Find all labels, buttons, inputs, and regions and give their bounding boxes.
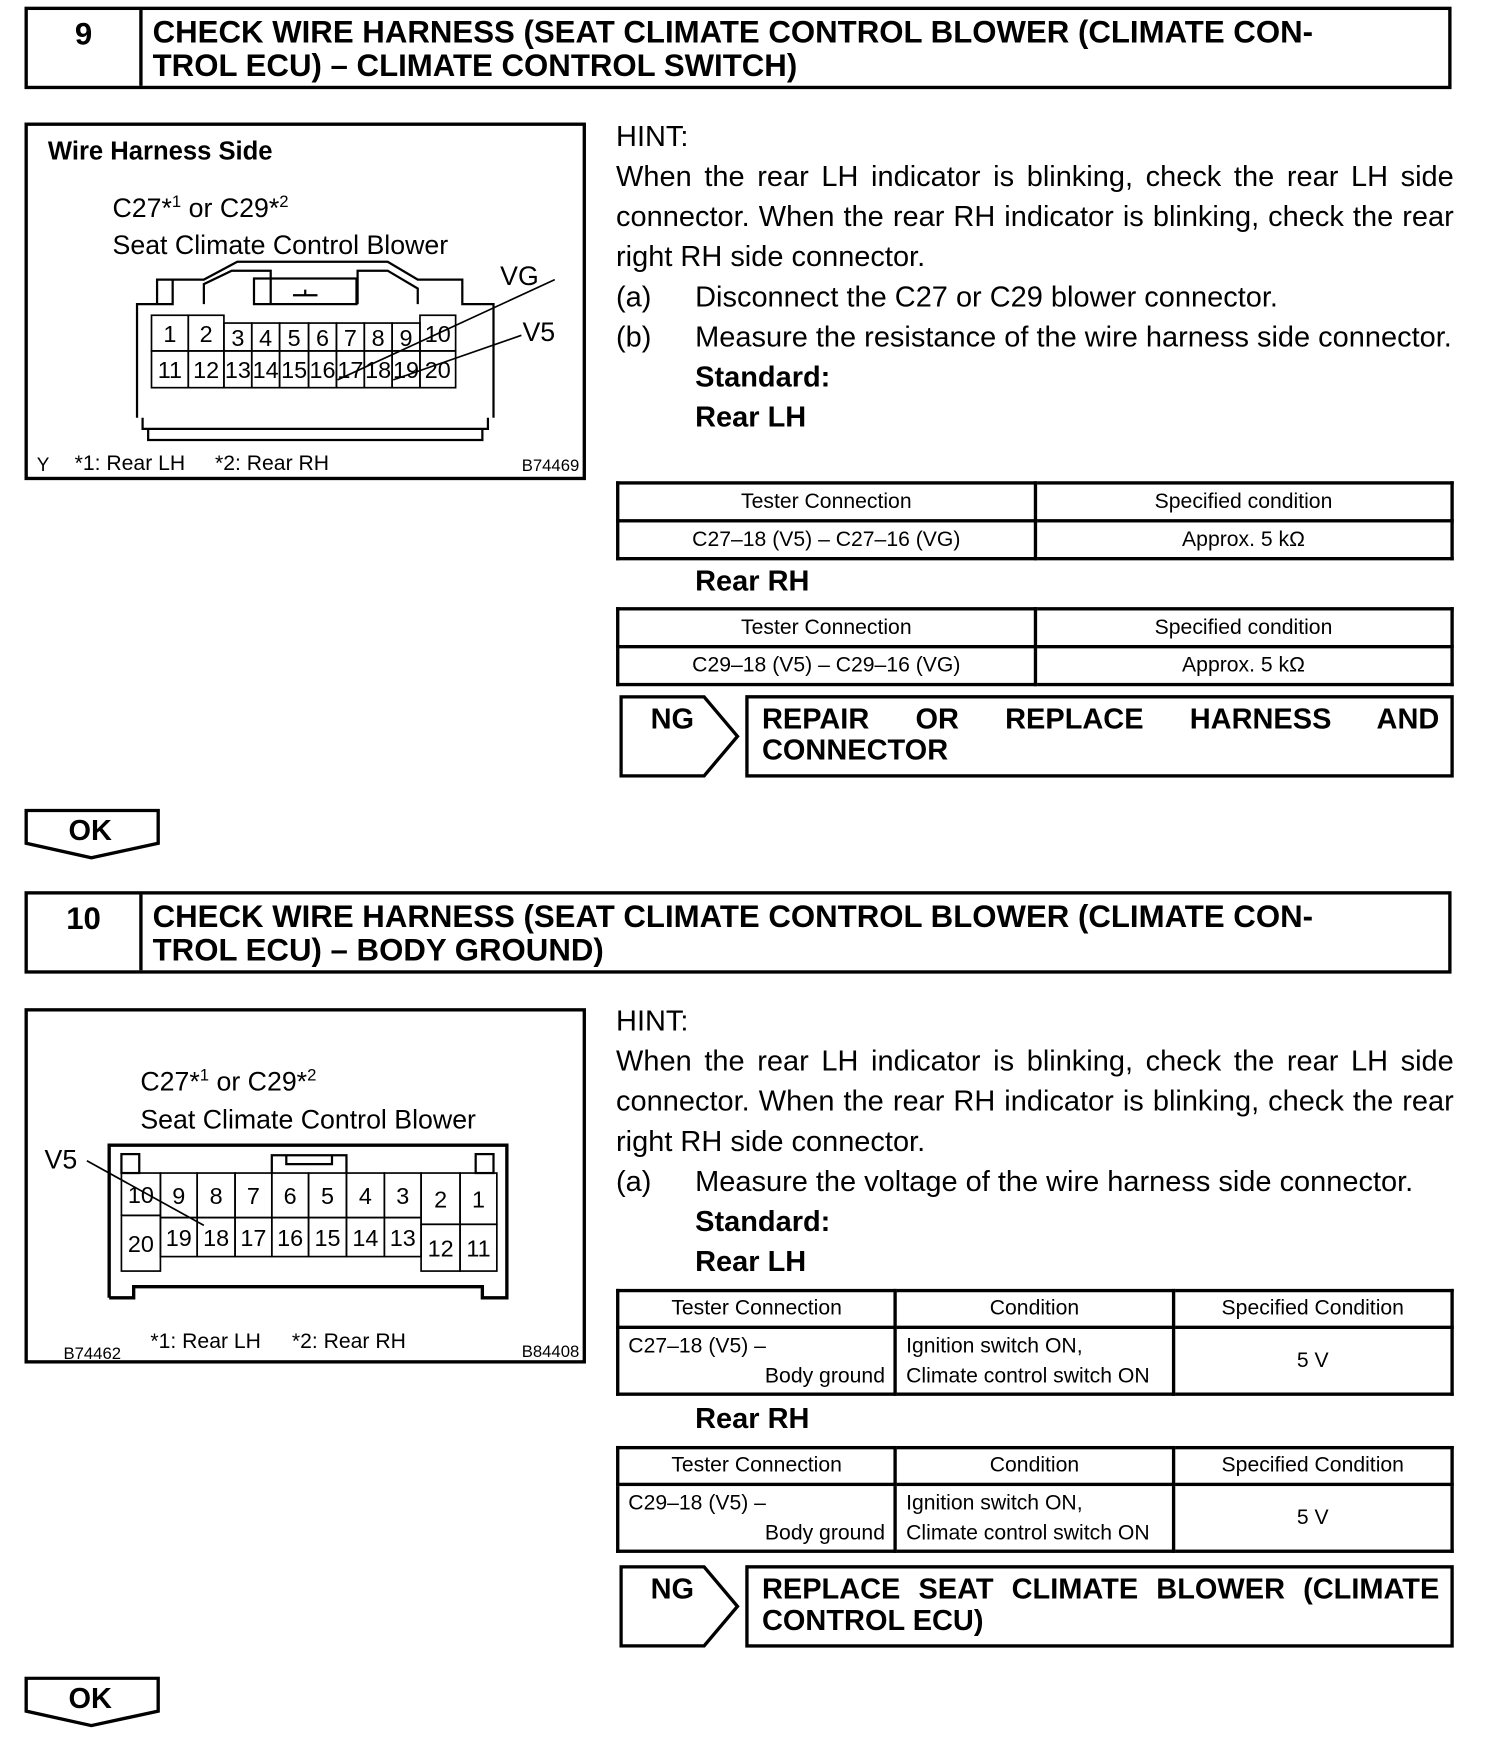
pin-number: 19 — [165, 1225, 192, 1252]
spec-table-rear-rh — [616, 607, 1454, 686]
pin-number: 2 — [434, 1186, 448, 1213]
pin-number: 15 — [281, 357, 308, 384]
table-title-rear-rh: Rear RH — [695, 1401, 810, 1435]
cond-line: Climate control switch ON — [906, 1364, 1150, 1388]
pin-number: 4 — [259, 324, 273, 351]
pin-number: 5 — [321, 1183, 335, 1210]
specified-condition: 5 V — [1173, 1327, 1452, 1394]
ok-label: OK — [68, 1681, 112, 1715]
pin-number: 20 — [424, 357, 451, 384]
step-10-instructions — [616, 1000, 1454, 1281]
connector-diagram-9 — [25, 123, 586, 481]
header-cell: Specified Condition — [1173, 1448, 1452, 1485]
title-line: TROL ECU) – CLIMATE CONTROL SWITCH) — [152, 47, 798, 83]
ng-label: NG — [650, 701, 695, 736]
pin-number: 17 — [337, 357, 364, 384]
step-9-header — [25, 7, 1452, 89]
step-a — [616, 276, 1454, 316]
pin-number: 12 — [193, 357, 220, 384]
terminal-label-vg: VG — [500, 261, 539, 292]
pin-number: 12 — [427, 1235, 454, 1262]
hint-text: When the rear LH indicator is blinking, check the rear LH side connector. When the rear RH indicator is blinking, check the rear right RH side connector. — [616, 1043, 1454, 1158]
step-a — [616, 1161, 1454, 1201]
pin-number: 11 — [157, 357, 183, 384]
component-name: Seat Climate Control Blower — [140, 1104, 476, 1135]
pin-number: 18 — [203, 1225, 230, 1252]
step-title — [153, 900, 1404, 967]
title-line: CHECK WIRE HARNESS (SEAT CLIMATE CONTROL BLOWER (CLIMATE CON- — [152, 14, 1314, 50]
condition — [896, 1484, 1174, 1551]
step-label: (a) — [616, 1164, 652, 1198]
connector-name: C27*$^1$ or C29*$^2$ — [140, 1065, 317, 1097]
tester-connection — [618, 1327, 896, 1394]
pin-number: 6 — [315, 324, 330, 351]
pin-number: 9 — [399, 324, 413, 351]
cond-line: Climate control switch ON — [906, 1521, 1150, 1545]
pin-number: 1 — [471, 1186, 485, 1213]
header-cell: Specified Condition — [1173, 1291, 1452, 1328]
specified-condition: Approx. 5 kΩ — [1035, 647, 1452, 685]
ng-result-10[interactable] — [619, 1565, 1453, 1647]
pin-number: 2 — [199, 320, 213, 347]
pin-number: 8 — [209, 1183, 223, 1210]
hint-label: HINT: — [616, 1003, 689, 1038]
pin-number: 5 — [287, 324, 301, 351]
step-label: (a) — [616, 279, 652, 314]
spec-table-rear-rh — [616, 1446, 1454, 1553]
figure-id: B84408 — [521, 1341, 580, 1361]
header-cell: Condition — [896, 1291, 1174, 1328]
step-text: Measure the voltage of the wire harness side connector. — [695, 1164, 1414, 1198]
header-cell: Tester Connection — [618, 609, 1035, 647]
pin-number: 10 — [127, 1182, 154, 1209]
pin-number: 7 — [246, 1183, 260, 1210]
terminal-label-v5: V5 — [522, 316, 556, 347]
header-cell: Tester Connection — [618, 483, 1035, 521]
pin-number: 18 — [365, 357, 392, 384]
pin-number: 14 — [252, 357, 279, 384]
pin-number: 3 — [396, 1183, 410, 1210]
ng-action: REPLACE SEAT CLIMATE BLOWER (CLIMATE CONTROL ECU) — [745, 1565, 1454, 1647]
note-rear-rh: *2: Rear RH — [291, 1329, 406, 1353]
pin-number: 3 — [231, 324, 245, 351]
step-label: (b) — [616, 319, 652, 354]
pin-number: 13 — [389, 1225, 416, 1252]
step-b — [616, 316, 1454, 356]
connector-drawing — [28, 126, 589, 484]
header-cell: Specified condition — [1035, 483, 1452, 521]
pin-number: 17 — [240, 1225, 267, 1252]
table-title-rear-lh: Rear LH — [695, 399, 807, 434]
hint-label: HINT: — [616, 119, 689, 153]
conn-line: Body ground — [764, 1364, 885, 1388]
pin-number: 8 — [371, 324, 385, 351]
cond-line: Ignition switch ON, — [906, 1491, 1083, 1515]
specified-condition: Approx. 5 kΩ — [1035, 521, 1452, 559]
tester-connection — [618, 1484, 896, 1551]
diagram-heading: Wire Harness Side — [47, 137, 273, 166]
corner-mark: Y — [36, 455, 50, 477]
condition — [896, 1327, 1174, 1394]
pin-number: 16 — [309, 357, 336, 384]
header-cell: Tester Connection — [618, 1291, 896, 1328]
pin-number: 20 — [127, 1231, 154, 1258]
figure-id-left: B74462 — [63, 1344, 122, 1364]
hint-text: When the rear LH indicator is blinking, check the rear LH side connector. When the rear RH indicator is blinking, check the rear right RH side connector. — [616, 159, 1454, 273]
title-line: CHECK WIRE HARNESS (SEAT CLIMATE CONTROL BLOWER (CLIMATE CON- — [152, 898, 1314, 934]
connector-diagram-10 — [25, 1008, 586, 1363]
connector-name: C27*$^1$ or C29*$^2$ — [112, 192, 289, 224]
header-cell: Condition — [896, 1448, 1174, 1485]
pin-number: 16 — [277, 1225, 304, 1252]
step-title — [153, 16, 1404, 83]
pin-number: 6 — [283, 1183, 297, 1210]
table-title-rear-rh: Rear RH — [695, 563, 810, 598]
ng-action: REPAIR OR REPLACE HARNESS AND CONNECTOR — [745, 695, 1454, 777]
pin-number: 10 — [424, 320, 451, 347]
connector-drawing — [28, 1012, 589, 1367]
step-number: 10 — [28, 895, 143, 971]
step-9-instructions — [616, 116, 1454, 437]
pin-number: 13 — [224, 357, 251, 384]
title-line: TROL ECU) – BODY GROUND) — [152, 932, 604, 967]
conn-line: Body ground — [764, 1521, 885, 1545]
pin-number: 7 — [343, 324, 357, 351]
ok-label: OK — [68, 813, 112, 847]
table-title-rear-lh: Rear LH — [695, 1244, 807, 1278]
standard-label: Standard: — [695, 359, 831, 394]
step-text: Measure the resistance of the wire harness side connector. — [695, 319, 1452, 354]
conn-line: C27–18 (V5) – — [628, 1334, 766, 1358]
standard-label: Standard: — [695, 1204, 831, 1238]
note-rear-lh: *1: Rear LH — [74, 452, 186, 476]
pin-number: 9 — [172, 1183, 186, 1210]
pin-number: 19 — [393, 357, 420, 384]
cond-line: Ignition switch ON, — [906, 1334, 1083, 1358]
tester-connection: C27–18 (V5) – C27–16 (VG) — [618, 521, 1035, 559]
conn-line: C29–18 (V5) – — [628, 1491, 766, 1515]
ok-result-10[interactable] — [25, 1677, 163, 1728]
step-10-header — [25, 891, 1452, 973]
step-number: 9 — [28, 10, 143, 86]
pin-number: 1 — [163, 320, 177, 347]
note-rear-rh: *2: Rear RH — [215, 452, 330, 476]
note-rear-lh: *1: Rear LH — [150, 1329, 261, 1353]
pin-number: 11 — [466, 1235, 491, 1262]
tester-connection: C29–18 (V5) – C29–16 (VG) — [618, 647, 1035, 685]
pin-number: 14 — [352, 1225, 379, 1252]
spec-table-rear-lh — [616, 481, 1454, 560]
header-cell: Specified condition — [1035, 609, 1452, 647]
pin-number: 15 — [314, 1225, 341, 1252]
pin-number: 4 — [358, 1183, 372, 1210]
ok-result-9[interactable] — [25, 809, 163, 860]
spec-table-rear-lh — [616, 1289, 1454, 1396]
ng-label: NG — [650, 1571, 695, 1606]
terminal-label-v5: V5 — [44, 1144, 78, 1175]
header-cell: Tester Connection — [618, 1448, 896, 1485]
step-text: Disconnect the C27 or C29 blower connector. — [695, 279, 1278, 314]
ng-result-9[interactable] — [619, 695, 1453, 777]
specified-condition: 5 V — [1173, 1484, 1452, 1551]
figure-id: B74469 — [521, 456, 580, 476]
component-name: Seat Climate Control Blower — [112, 229, 449, 260]
